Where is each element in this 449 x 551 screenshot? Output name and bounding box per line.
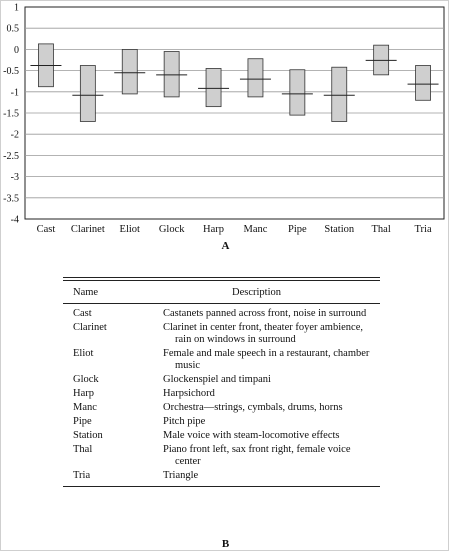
row-name: Pipe (73, 416, 92, 427)
box-manc (248, 59, 263, 97)
table-row (63, 348, 380, 372)
table-row (63, 308, 380, 320)
row-description: Female and male speech in a restaurant, chamber music (163, 348, 370, 371)
box-station (332, 67, 347, 121)
x-tick-label: Thal (371, 224, 391, 235)
y-tick-label: -3 (10, 172, 19, 184)
row-description: Clarinet in center front, theater foyer ambience, rain on windows in surround (163, 322, 363, 345)
x-tick-label: Cast (36, 224, 56, 235)
x-tick-label: Pipe (288, 224, 307, 235)
row-name: Thal (73, 444, 93, 455)
row-name: Eliot (73, 348, 94, 359)
row-description: Castanets panned across front, noise in surround (163, 308, 367, 319)
row-description: Pitch pipe (163, 416, 206, 427)
row-description: Piano front left, sax front right, female voice center (163, 444, 351, 467)
row-description: Harpsichord (163, 388, 215, 399)
x-tick-label: Clarinet (70, 224, 105, 235)
x-tick-label: Manc (243, 224, 268, 235)
table-row (63, 470, 380, 482)
box-harp (206, 68, 221, 106)
table-row (63, 416, 380, 428)
row-name: Cast (73, 308, 92, 319)
x-tick-label: Tria (414, 224, 432, 235)
box-tria (416, 66, 431, 101)
box-pipe (290, 70, 305, 115)
y-tick-label: -1 (10, 87, 19, 99)
y-tick-label: -4 (10, 214, 19, 226)
y-tick-label: -0.5 (3, 66, 19, 78)
row-name: Manc (73, 402, 97, 413)
y-tick-label: 1 (14, 2, 19, 14)
box-eliot (122, 49, 137, 94)
table-row (63, 402, 380, 414)
panel-label-a: A (221, 240, 230, 252)
table-body (63, 304, 380, 486)
row-name: Clarinet (73, 322, 107, 333)
x-tick-label: Harp (203, 224, 225, 235)
y-tick-label: -1.5 (3, 108, 19, 120)
table-row (63, 430, 380, 442)
row-name: Glock (73, 374, 99, 385)
row-description: Male voice with steam-locomotive effects (163, 430, 340, 441)
description-table (63, 277, 380, 487)
x-tick-label: Glock (158, 224, 185, 235)
x-tick-label: Station (324, 224, 355, 235)
x-tick-label: Eliot (119, 224, 140, 235)
y-tick-label: 0.5 (6, 23, 19, 35)
box-chart (1, 1, 449, 241)
table-row (63, 374, 380, 386)
header-name: Name (73, 287, 99, 298)
row-description: Triangle (163, 470, 199, 481)
y-tick-label: 0 (14, 44, 19, 56)
table-row (63, 388, 380, 400)
y-tick-label: -3.5 (3, 193, 19, 205)
y-tick-label: -2.5 (3, 150, 19, 162)
table-row (63, 322, 380, 346)
panel-label-b: B (221, 538, 230, 550)
table-bottom-rule (63, 486, 380, 487)
box-clarinet (80, 66, 95, 122)
box-glock (164, 52, 179, 97)
row-name: Tria (73, 470, 91, 481)
table-row (63, 444, 380, 468)
row-name: Station (73, 430, 103, 441)
table-header-row (63, 281, 380, 303)
row-description: Orchestra—strings, cymbals, drums, horns (163, 402, 343, 413)
row-description: Glockenspiel and timpani (163, 374, 271, 385)
header-description: Description (232, 287, 281, 298)
row-name: Harp (73, 388, 94, 399)
y-tick-label: -2 (10, 129, 19, 141)
